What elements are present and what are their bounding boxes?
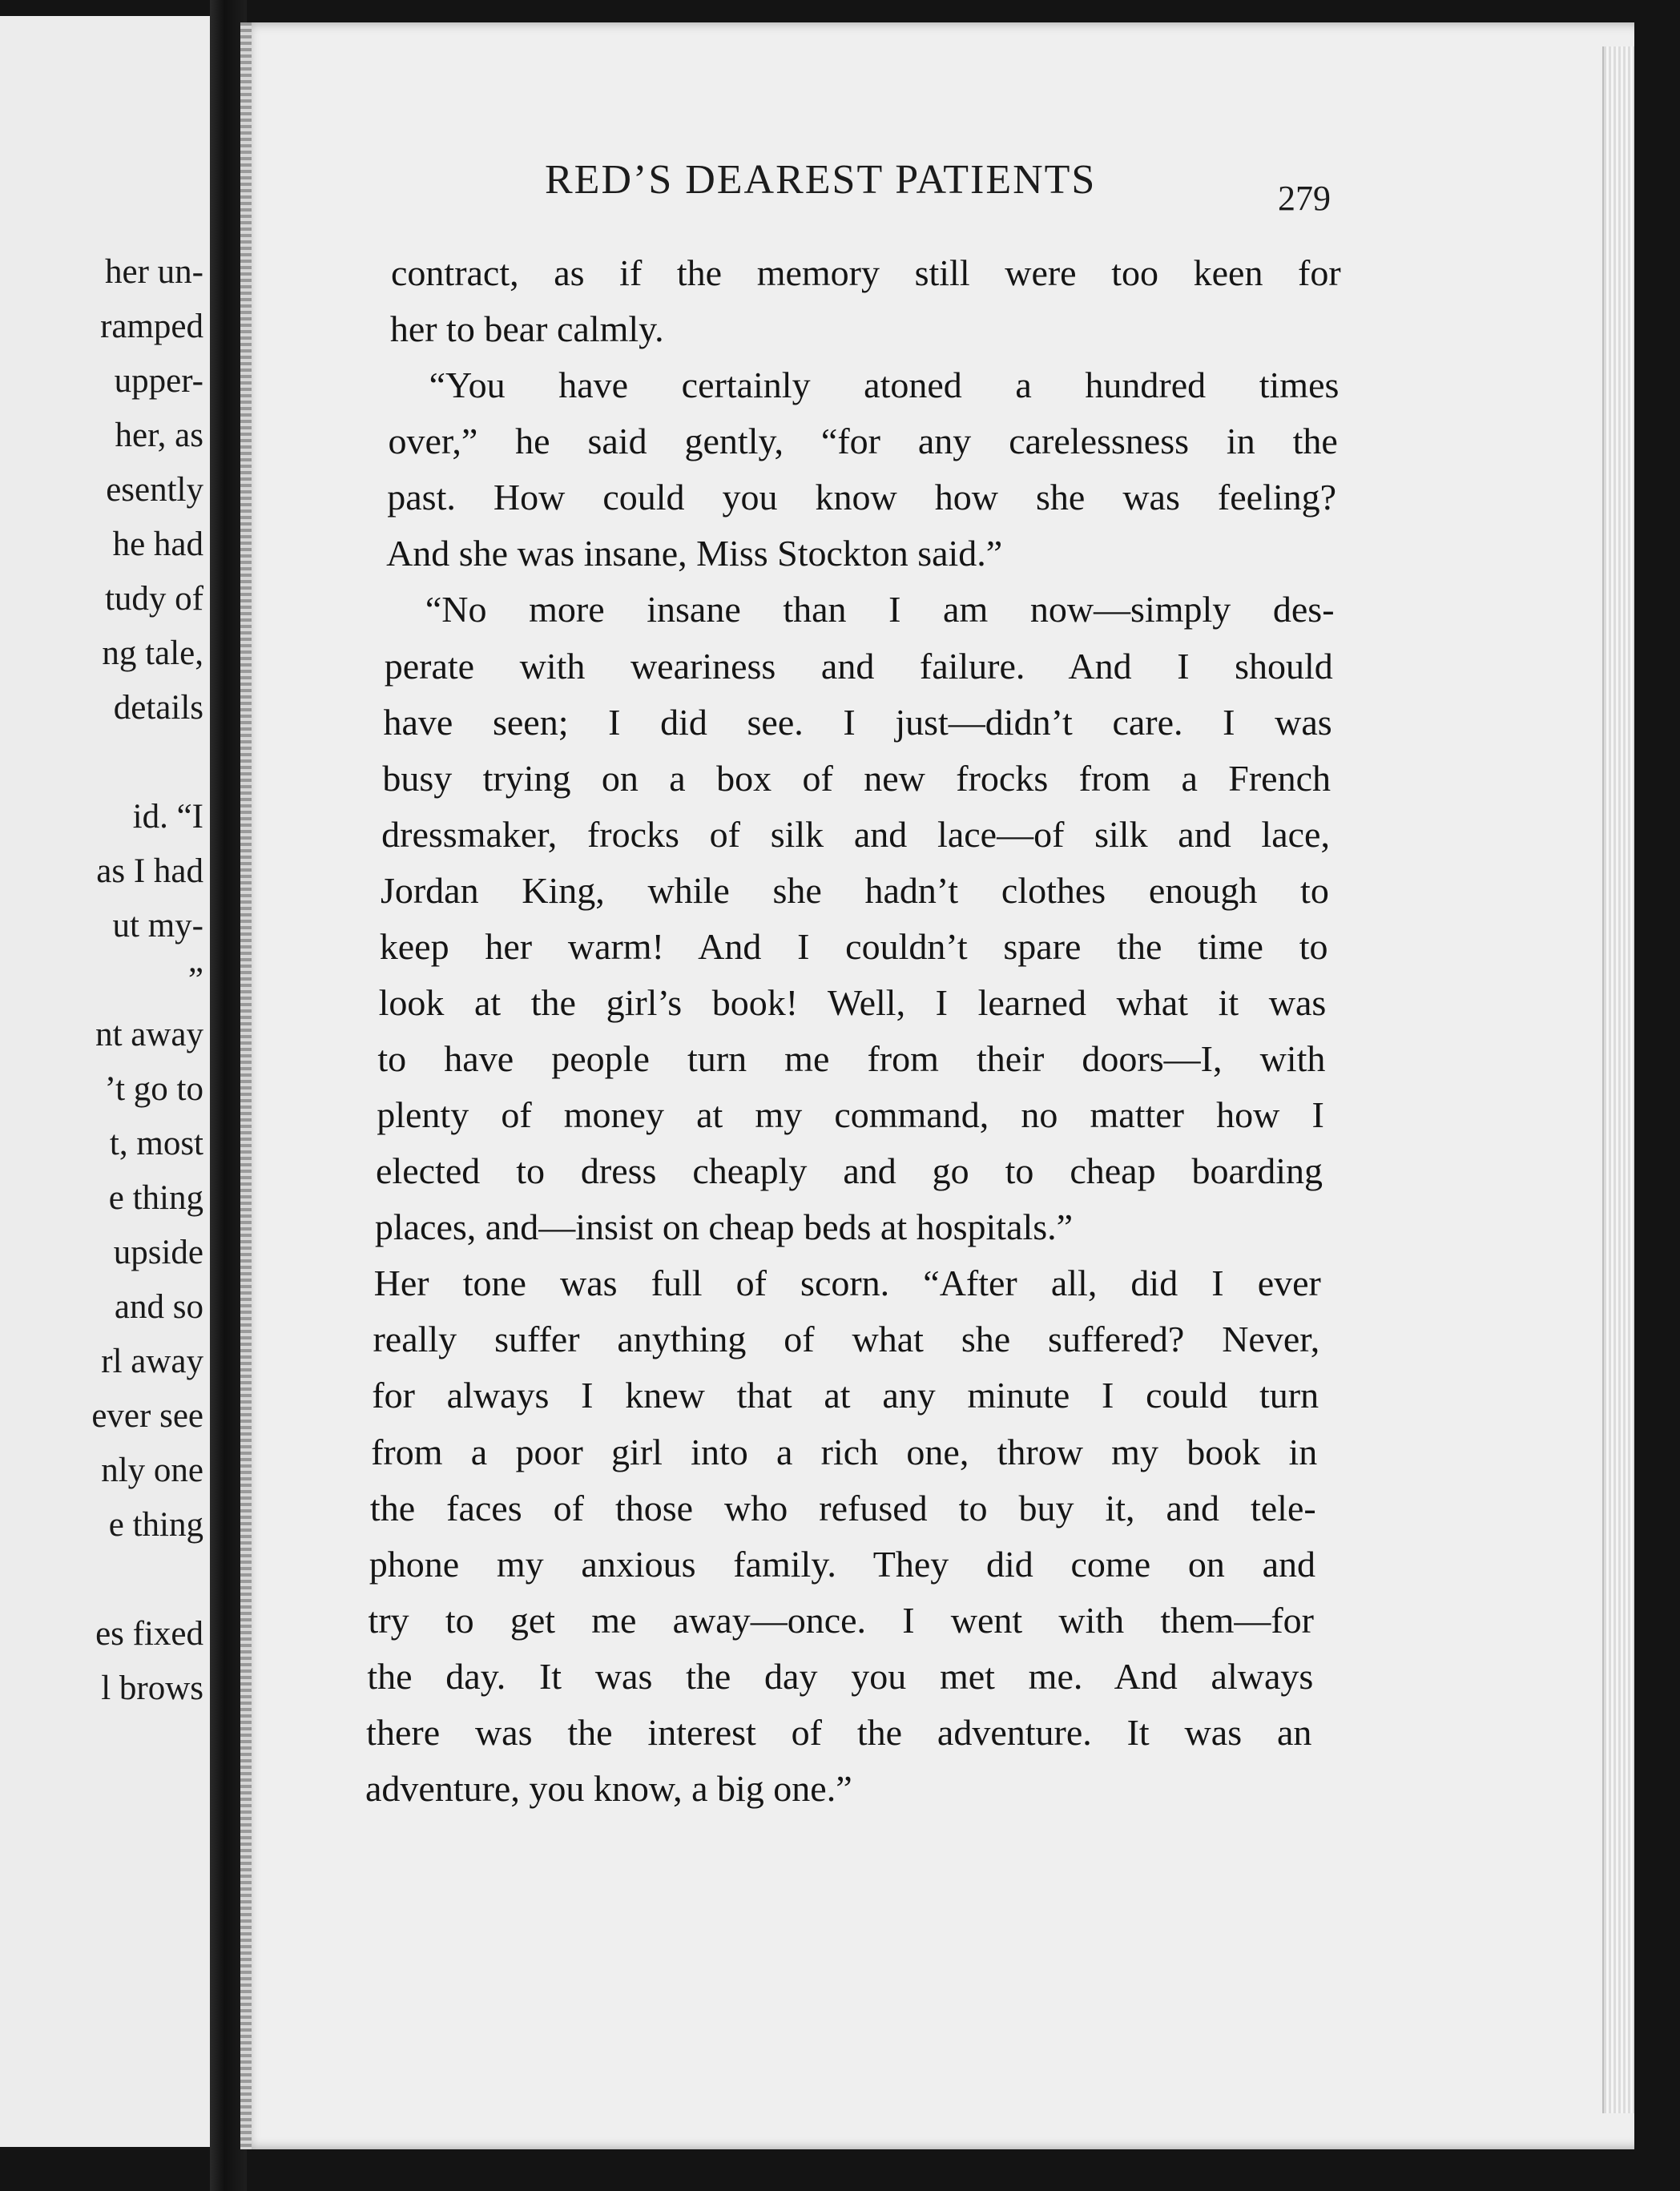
left-page-line: rl away <box>101 1343 203 1380</box>
body-line: keep her warm! And I couldn’t spare the time to <box>379 925 1328 967</box>
left-page-line: ever see <box>91 1397 203 1435</box>
running-head: RED’S DEAREST PATIENTS <box>545 157 1097 203</box>
body-line: the faces of those who refused to buy it, and tele- <box>369 1487 1316 1528</box>
left-page-line: id. “I <box>132 798 203 836</box>
left-page-line: and so <box>114 1288 203 1326</box>
left-page-line: upper- <box>114 362 203 400</box>
left-page-line: her, as <box>115 417 203 454</box>
body-line: the day. It was the day you met me. And always <box>367 1655 1314 1697</box>
body-line: busy trying on a box of new frocks from a French <box>382 757 1332 799</box>
body-line: elected to dress cheaply and go to cheap boarding <box>376 1150 1323 1192</box>
left-page-line: e thing <box>108 1179 203 1217</box>
left-page-line: upside <box>113 1234 203 1271</box>
body-line: to have people turn me from their doors—I, with <box>377 1038 1326 1080</box>
body-line: “You have certainly atoned a hundred times <box>429 364 1340 406</box>
left-page-line: he had <box>112 526 203 563</box>
body-line: look at the girl’s book! Well, I learned what it was <box>378 981 1327 1023</box>
spine-binding <box>240 22 252 2149</box>
left-page-line: details <box>113 689 203 727</box>
left-page-line: tudy of <box>104 580 203 618</box>
body-line: places, and—insist on cheap beds at hospitals.” <box>374 1206 1074 1248</box>
body-line: her to bear calmly. <box>389 308 664 350</box>
left-page-line: ut my- <box>112 907 203 944</box>
body-line: phone my anxious family. They did come on and <box>369 1543 1316 1585</box>
body-line: Her tone was full of scorn. “After all, did I ever <box>373 1263 1321 1304</box>
body-line: from a poor girl into a rich one, throw my book in <box>371 1431 1318 1472</box>
page-number: 279 <box>1278 179 1331 218</box>
left-page-line: ramped <box>100 308 203 345</box>
body-line: there was the interest of the adventure. It was an <box>366 1711 1312 1753</box>
left-page-line: as I had <box>96 852 203 890</box>
body-line: over,” he said gently, “for any carelessness in the <box>388 421 1338 462</box>
body-line: Jordan King, while she hadn’t clothes enough to <box>380 869 1329 911</box>
left-page-line: her un- <box>105 253 203 291</box>
left-page-line: ng tale, <box>102 634 203 672</box>
left-page-line: l brows <box>101 1669 203 1707</box>
body-line: past. How could you know how she was feeling? <box>387 477 1337 518</box>
left-page-line: nly one <box>101 1452 203 1489</box>
body-line: perate with weariness and failure. And I should <box>384 645 1333 687</box>
left-page-line: t, most <box>109 1125 203 1162</box>
left-page-line: esently <box>106 471 203 509</box>
body-line: And she was insane, Miss Stockton said.” <box>386 533 1003 574</box>
body-line: for always I knew that at any minute I could turn <box>372 1375 1319 1416</box>
left-page-line: e thing <box>108 1506 203 1544</box>
page-edges <box>1602 46 1634 2113</box>
body-line: adventure, you know, a big one.” <box>365 1768 852 1809</box>
body-line: contract, as if the memory still were too keen for <box>391 252 1341 293</box>
body-line: plenty of money at my command, no matter how I <box>377 1094 1324 1136</box>
body-line: try to get me away—once. I went with them—for <box>368 1599 1315 1641</box>
body-line: dressmaker, frocks of silk and lace—of silk and lace, <box>381 813 1330 855</box>
left-facing-page <box>0 16 215 2147</box>
body-line: really suffer anything of what she suffered? Never, <box>373 1319 1320 1360</box>
body-line: “No more insane than I am now—simply des- <box>425 589 1335 630</box>
left-page-line: es fixed <box>95 1615 203 1653</box>
left-page-line: ’t go to <box>104 1070 203 1108</box>
body-line: have seen; I did see. I just—didn’t care. I was <box>383 701 1332 743</box>
left-page-line: ” <box>187 961 203 999</box>
left-page-line: nt away <box>95 1016 203 1053</box>
